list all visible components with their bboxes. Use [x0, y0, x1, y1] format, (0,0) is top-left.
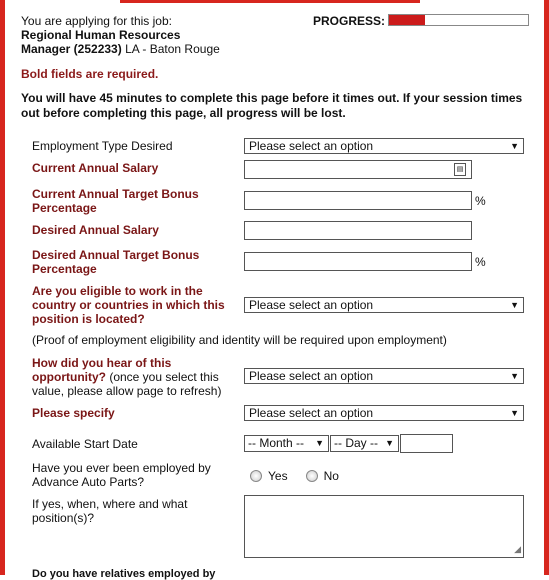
desired-bonus-input[interactable] — [244, 252, 472, 271]
page-border-left — [0, 0, 5, 575]
employed-before-label: Have you ever been employed by Advance Auto Parts? — [32, 461, 211, 489]
desired-salary-label: Desired Annual Salary — [32, 223, 159, 237]
desired-bonus-label: Desired Annual Target Bonus Percentage — [32, 248, 200, 276]
hear-label-text: How did you hear of this opportunity? — [32, 356, 172, 384]
yes-radio[interactable] — [250, 470, 262, 482]
chevron-down-icon: ▼ — [385, 438, 394, 448]
progress-fill — [389, 15, 425, 25]
specify-label: Please specify — [32, 406, 115, 420]
progress-label: PROGRESS: — [313, 14, 386, 28]
chevron-down-icon: ▼ — [315, 438, 324, 448]
progress-bar — [388, 14, 529, 26]
page-border-right — [544, 0, 549, 575]
current-bonus-label: Current Annual Target Bonus Percentage — [32, 187, 199, 215]
page-border-top — [120, 0, 420, 3]
job-header — [21, 14, 220, 56]
employment-type-value: Please select an option — [249, 139, 374, 153]
hear-value: Please select an option — [249, 369, 374, 383]
chevron-down-icon: ▼ — [510, 371, 519, 381]
positions-textarea[interactable] — [244, 495, 524, 558]
positions-label: If yes, when, where and what position(s)? — [32, 497, 188, 525]
desired-salary-input[interactable] — [244, 221, 472, 240]
hear-select[interactable] — [244, 368, 524, 384]
no-label: No — [323, 469, 339, 483]
chevron-down-icon: ▼ — [510, 408, 519, 418]
yes-label: Yes — [268, 469, 288, 483]
current-bonus-input[interactable] — [244, 191, 472, 210]
proof-note: (Proof of employment eligibility and identity will be required upon employment) — [32, 333, 447, 347]
desired-bonus-percent: % — [475, 255, 486, 269]
job-title-line1: Regional Human Resources — [21, 28, 181, 42]
eligible-value: Please select an option — [249, 298, 374, 312]
employment-type-label: Employment Type Desired — [32, 139, 173, 153]
employment-type-select[interactable] — [244, 138, 524, 154]
chevron-down-icon: ▼ — [510, 141, 519, 151]
eligible-select[interactable] — [244, 297, 524, 313]
job-location: LA - Baton Rouge — [125, 42, 220, 56]
current-salary-input[interactable] — [244, 160, 472, 179]
start-day-select[interactable] — [330, 435, 399, 452]
start-month-select[interactable] — [244, 435, 329, 452]
no-radio[interactable] — [306, 470, 318, 482]
required-note: Bold fields are required. — [21, 67, 159, 81]
start-month-value: -- Month -- — [248, 436, 305, 450]
applying-text: You are applying for this job: — [21, 14, 172, 28]
resize-grip-icon[interactable]: ◢ — [514, 544, 521, 554]
hear-label — [32, 356, 237, 398]
timeout-note: You will have 45 minutes to complete this page before it times out. If your session times out before completing this page, all progress will be lost. — [21, 91, 523, 120]
hear-label-sub: (once you select this value, please allow page to refresh) — [32, 370, 222, 398]
calculator-icon[interactable]: ▤ — [454, 163, 466, 176]
chevron-down-icon: ▼ — [510, 300, 519, 310]
specify-value: Please select an option — [249, 406, 374, 420]
relatives-label-partial: Do you have relatives employed by — [32, 568, 216, 580]
current-bonus-percent: % — [475, 194, 486, 208]
job-title-line2: Manager (252233) — [21, 42, 122, 56]
specify-select[interactable] — [244, 405, 524, 421]
current-salary-label: Current Annual Salary — [32, 161, 159, 175]
start-year-input[interactable] — [400, 434, 453, 453]
eligible-label: Are you eligible to work in the country or countries in which this position is located? — [32, 284, 225, 326]
start-date-label: Available Start Date — [32, 437, 138, 451]
employed-before-radios — [250, 469, 339, 483]
start-day-value: -- Day -- — [334, 436, 378, 450]
